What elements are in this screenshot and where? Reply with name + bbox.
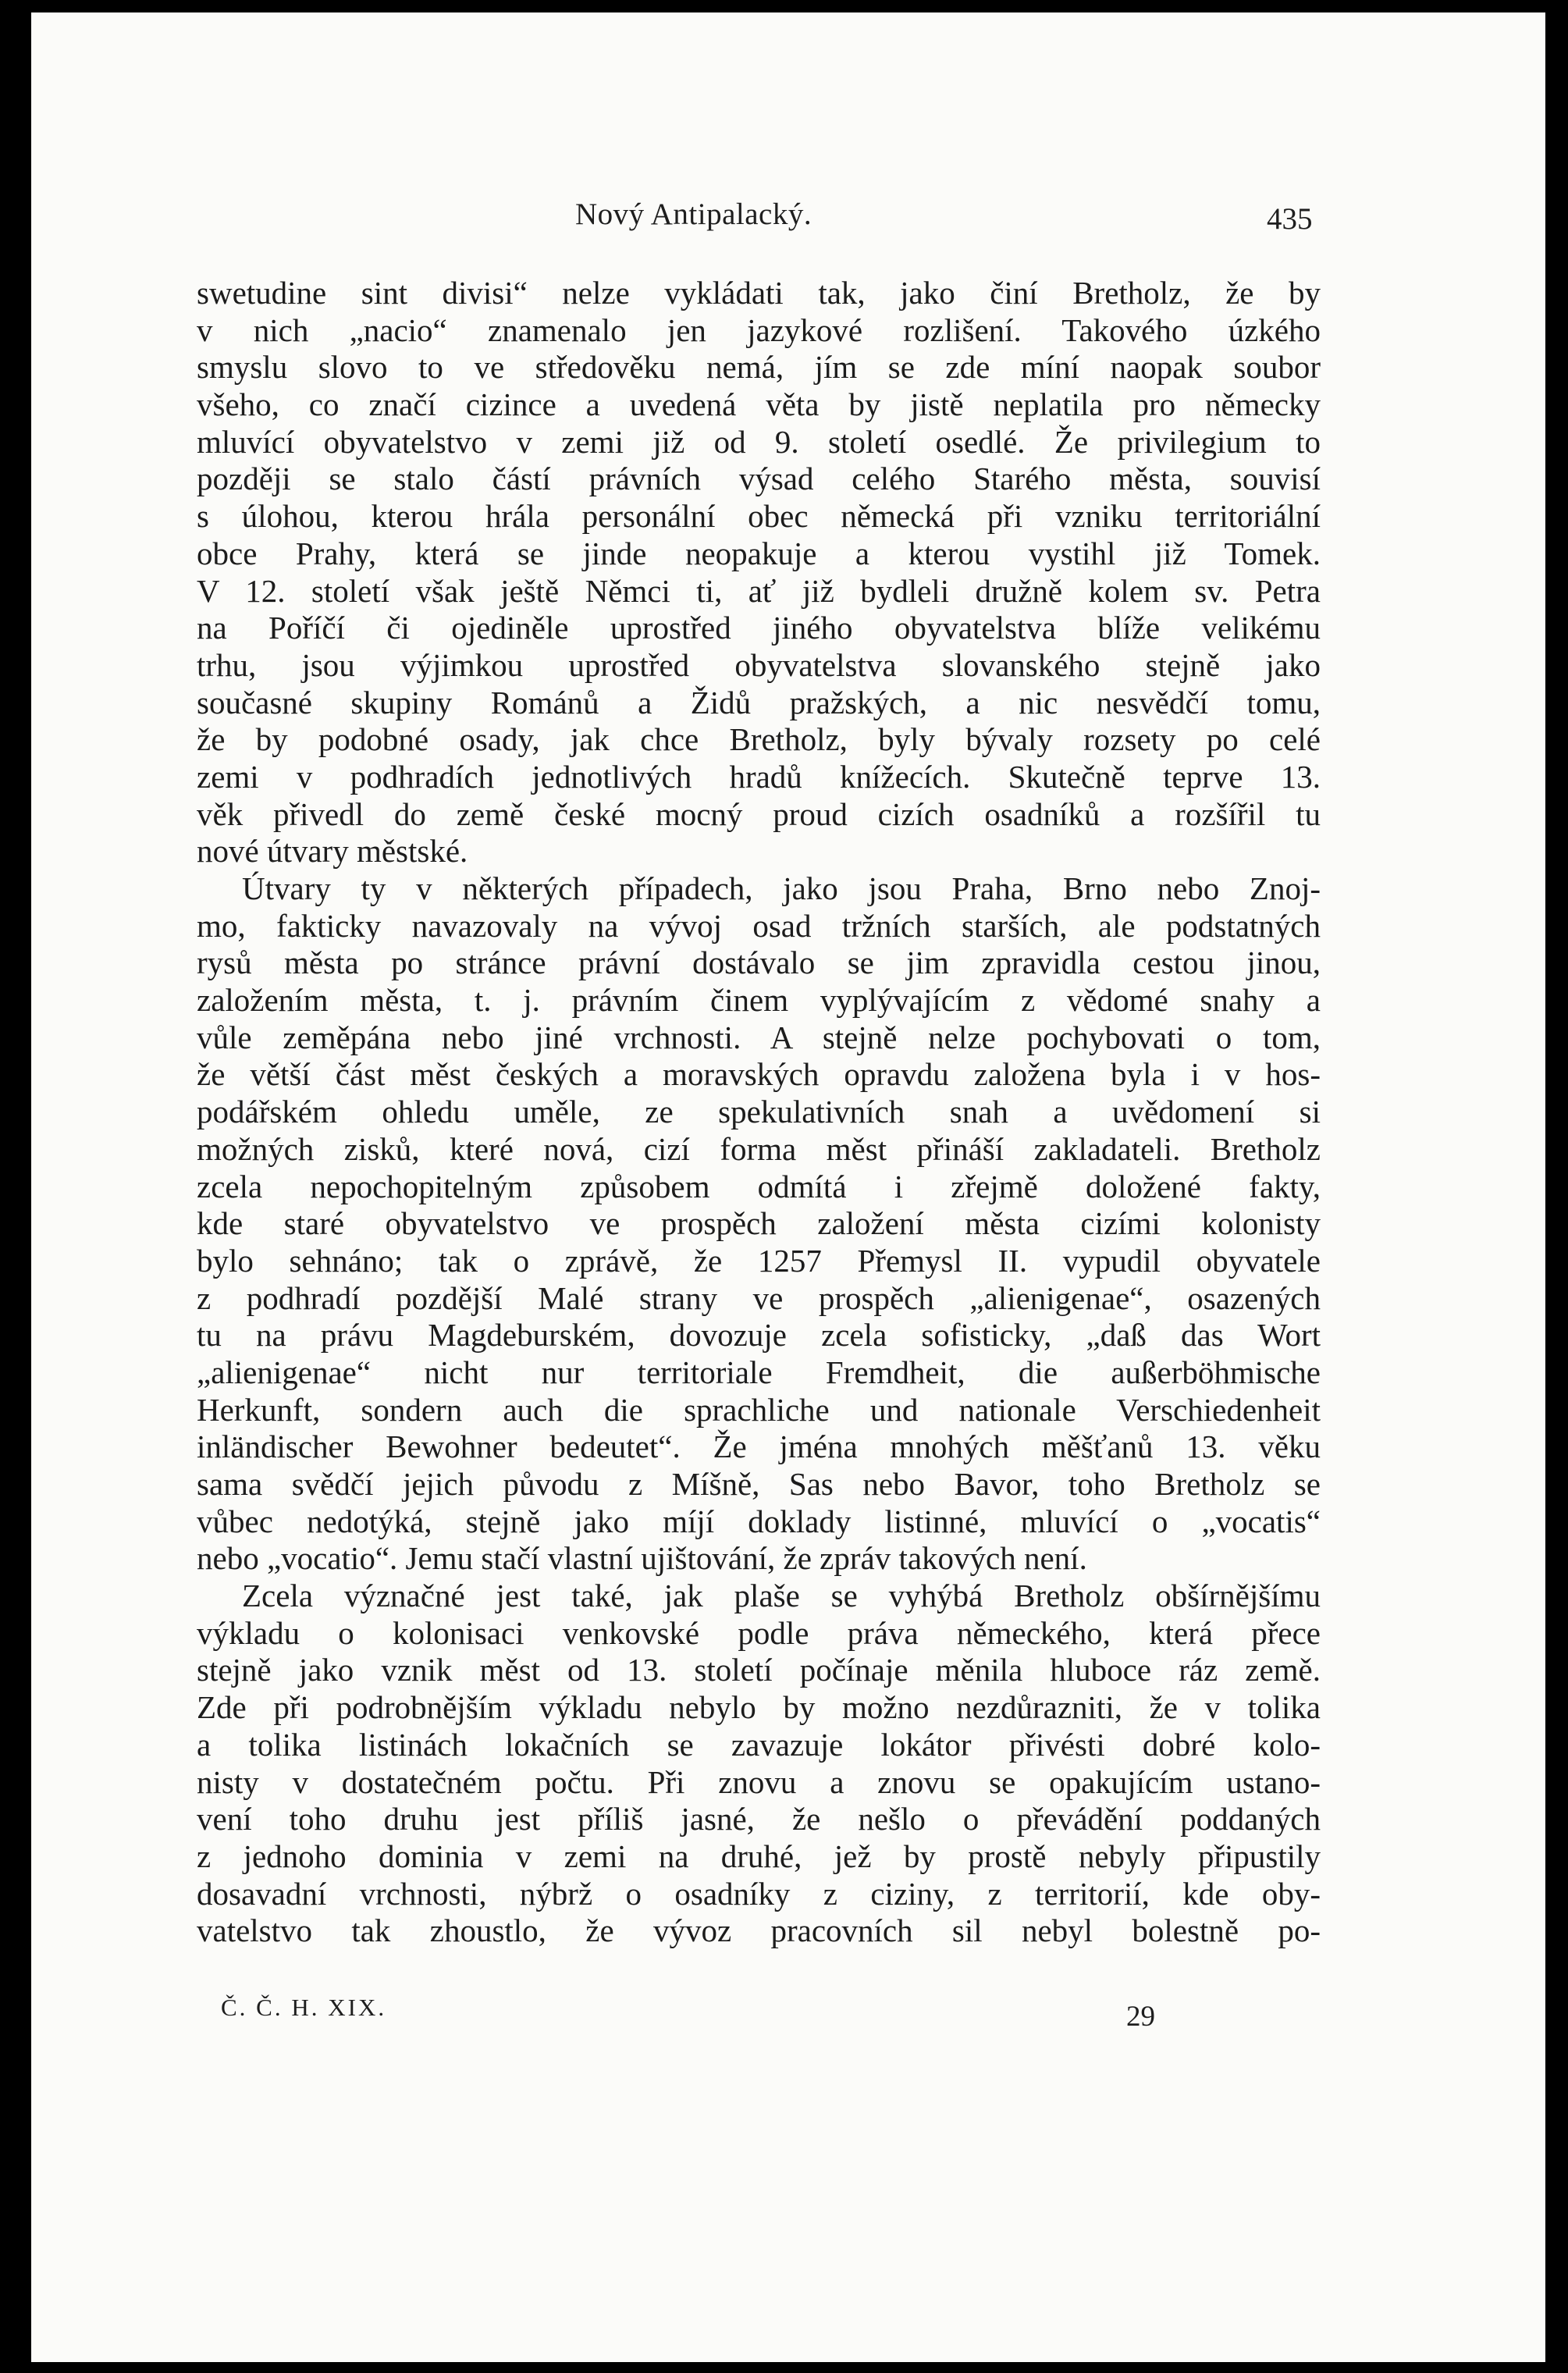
text-line: nové útvary městské. [197, 833, 468, 870]
page-footer [31, 1989, 1545, 2036]
text-line: inländischer Bewohner bedeutet“. Že jména mnohých měšťanů 13. věku [197, 1428, 1321, 1465]
text-line: Zde při podrobnějším výkladu nebylo by možno nezdůrazniti, že v tolika [197, 1689, 1321, 1726]
text-line: že větší část měst českých a moravských opravdu založena byla i v hos- [197, 1056, 1321, 1093]
text-line: vůle zeměpána nebo jiné vrchnosti. A stejně nelze pochybovati o tom, [197, 1019, 1321, 1055]
text-line: obce Prahy, která se jinde neopakuje a kterou vystihl již Tomek. [197, 535, 1321, 571]
text-line: bylo sehnáno; tak o zprávě, že 1257 Přemysl II. vypudil obyvatele [197, 1242, 1321, 1279]
text-line: na Poříčí či ojediněle uprostřed jiného obyvatelstva blíže velikému [197, 610, 1321, 646]
text-line: Herkunft, sondern auch die sprachliche und nationale Verschiedenheit [197, 1391, 1321, 1428]
text-line: mluvící obyvatelstvo v zemi již od 9. století osedlé. Že privilegium to [197, 423, 1321, 460]
text-line: zemi v podhradích jednotlivých hradů knížecích. Skutečně teprve 13. [197, 758, 1321, 795]
text-line: V 12. století však ještě Němci ti, ať již bydleli družně kolem sv. Petra [197, 572, 1321, 609]
text-line: „alienigenae“ nicht nur territoriale Fremdheit, die außerböhmische [197, 1354, 1321, 1390]
text-line: z jednoho dominia v zemi na druhé, jež by prostě nebyly připustily [197, 1838, 1321, 1874]
running-head [31, 197, 1545, 244]
text-line: současné skupiny Románů a Židů pražských, a nic nesvědčí tomu, [197, 684, 1321, 720]
text-line: dosavadní vrchnosti, nýbrž o osadníky z ciziny, z territorií, kde oby- [197, 1875, 1321, 1912]
text-line: věk přivedl do země české mocný proud cizích osadníků a rozšířil tu [197, 795, 1321, 832]
signature-number: 29 [1126, 2001, 1155, 2033]
text-line: Zcela význačné jest také, jak plaše se vyhýbá Bretholz obšírnějšímu [242, 1578, 1321, 1614]
text-line: a tolika listinách lokačních se zavazuje lokátor přivésti dobré kolo- [197, 1726, 1321, 1763]
text-line: tu na právu Magdeburském, dovozuje zcela sofisticky, „daß das Wort [197, 1317, 1321, 1354]
text-line: založením města, t. j. právním činem vyplývajícím z vědomé snahy a [197, 982, 1321, 1019]
text-line: Útvary ty v některých případech, jako jsou Praha, Brno nebo Znoj- [242, 870, 1321, 906]
text-line: nisty v dostatečném počtu. Při znovu a znovu se opakujícím ustano- [197, 1763, 1321, 1800]
text-line: z podhradí pozdější Malé strany ve prospěch „alienigenae“, osazených [197, 1279, 1321, 1316]
page-number: 435 [1267, 202, 1313, 236]
text-line: vůbec nedotýká, stejně jako míjí doklady listinné, mluvící o „vocatis“ [197, 1503, 1321, 1539]
text-line: vení toho druhu jest příliš jasné, že nešlo o převádění poddaných [197, 1801, 1321, 1838]
text-line: rysů města po stránce právní dostávalo se jim zpravidla cestou jinou, [197, 945, 1321, 981]
book-page [31, 12, 1545, 2362]
text-line: zcela nepochopitelným způsobem odmítá i zřejmě doložené fakty, [197, 1168, 1321, 1204]
text-line: nebo „vocatio“. Jemu stačí vlastní ujištování, že zpráv takových není. [197, 1540, 1087, 1577]
text-line: s úlohou, kterou hrála personální obec německá při vzniku territoriální [197, 498, 1321, 535]
text-line: stejně jako vznik měst od 13. století počínaje měnila hluboce ráz země. [197, 1652, 1321, 1688]
printer-signature: Č. Č. H. XIX. [221, 1994, 387, 2021]
text-line: trhu, jsou výjimkou uprostřed obyvatelstva slovanského stejně jako [197, 646, 1321, 683]
text-line: swetudine sint divisi“ nelze vykládati tak, jako činí Bretholz, že by [197, 275, 1321, 311]
text-line: všeho, co značí cizince a uvedená věta by jistě neplatila pro německy [197, 386, 1321, 423]
text-line: vatelstvo tak zhoustlo, že vývoz pracovních sil nebyl bolestně po- [197, 1912, 1321, 1949]
body-text [197, 275, 1321, 1950]
text-line: v nich „nacio“ znamenalo jen jazykové rozlišení. Takového úzkého [197, 311, 1321, 348]
text-line: výkladu o kolonisaci venkovské podle práva německého, která přece [197, 1614, 1321, 1651]
text-line: mo, fakticky navazovaly na vývoj osad tržních starších, ale podstatných [197, 907, 1321, 944]
text-line: možných zisků, které nová, cizí forma měst přináší zakladateli. Bretholz [197, 1130, 1321, 1167]
text-line: podářském ohledu uměle, ze spekulativních snah a uvědomení si [197, 1094, 1321, 1130]
text-line: že by podobné osady, jak chce Bretholz, byly bývaly rozsety po celé [197, 721, 1321, 758]
text-line: později se stalo částí právních výsad celého Starého města, souvisí [197, 461, 1321, 497]
text-line: kde staré obyvatelstvo ve prospěch založení města cizími kolonisty [197, 1205, 1321, 1242]
text-line: sama svědčí jejich původu z Míšně, Sas nebo Bavor, toho Bretholz se [197, 1466, 1321, 1502]
running-title: Nový Antipalacký. [575, 197, 812, 231]
text-line: smyslu slovo to ve středověku nemá, jím se zde míní naopak soubor [197, 349, 1321, 386]
